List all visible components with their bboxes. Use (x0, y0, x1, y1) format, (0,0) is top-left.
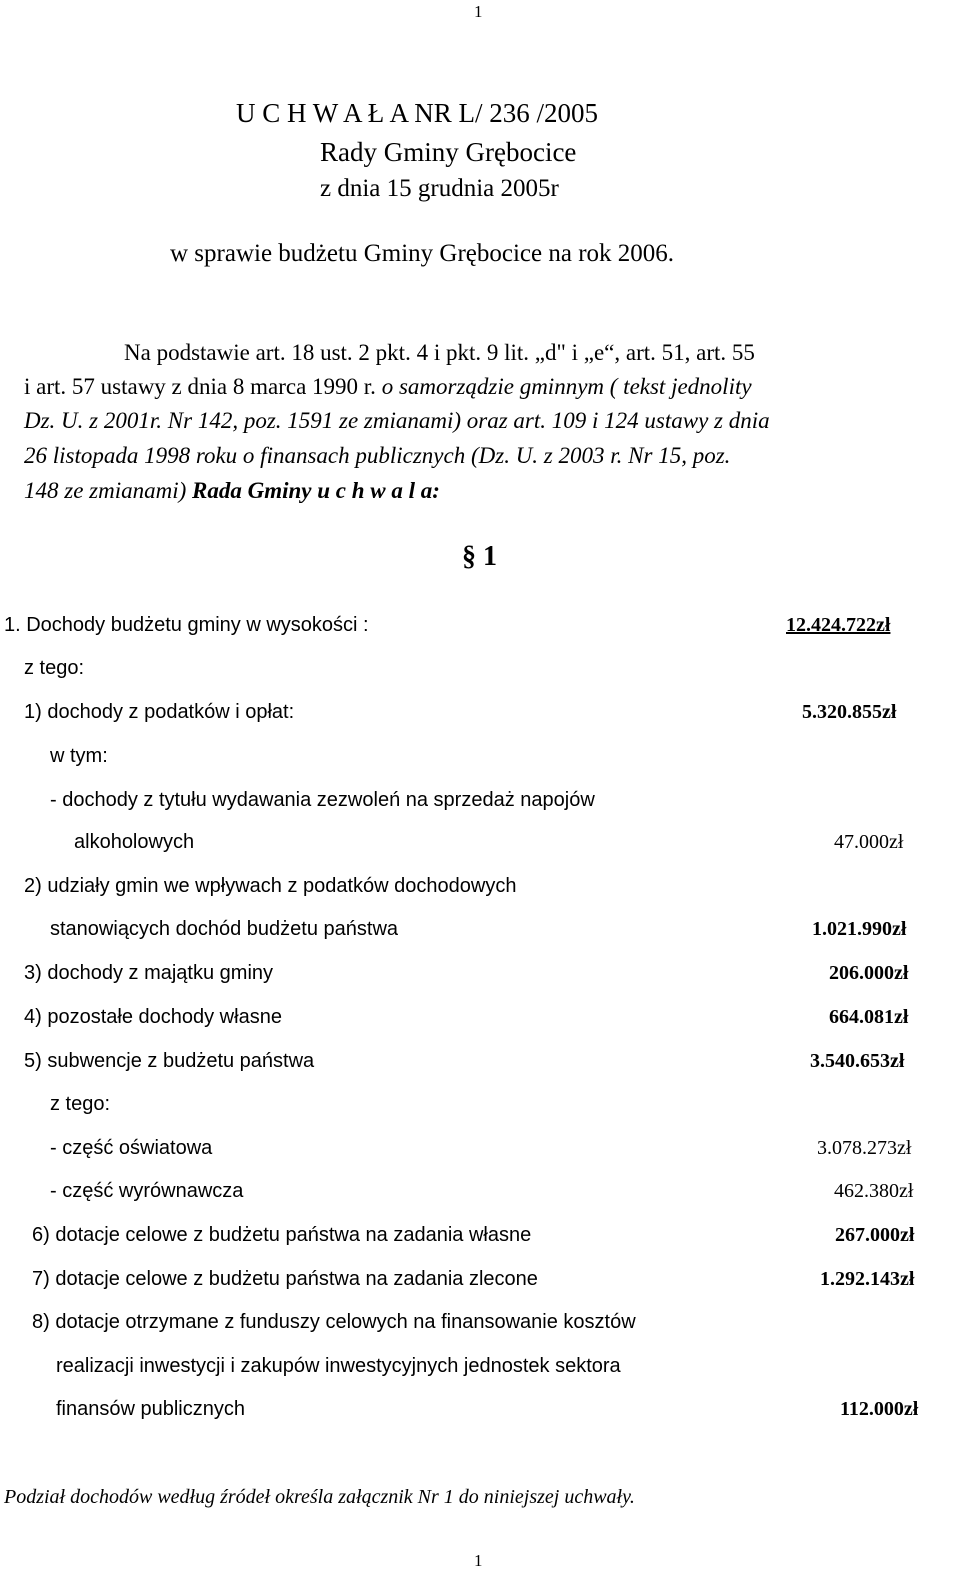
item-5-label: 5) subwencje z budżetu państwa (24, 1050, 315, 1072)
item-3-label: 3) dochody z majątku gminy (24, 962, 274, 984)
item-5b-label: - część wyrównawcza (50, 1180, 244, 1202)
w-tym-label: w tym: (50, 745, 108, 767)
income-total-label: 1. Dochody budżetu gminy w wysokości : (4, 614, 369, 636)
item-8-label-2: realizacji inwestycji i zakupów inwestycyjnych jednostek sektora (56, 1355, 621, 1377)
item-4-label: 4) pozostałe dochody własne (24, 1006, 282, 1028)
z-tego-label-1: z tego: (24, 657, 85, 679)
resolution-title: U C H W A Ł A NR L/ 236 /2005 (236, 98, 599, 128)
legal-basis-line-5: 148 ze zmianami) Rada Gminy u c h w a l a: (24, 478, 440, 503)
council-name: Rady Gminy Grębocice (320, 137, 577, 167)
item-2-value: 1.021.990zł (812, 918, 907, 940)
item-1a-label-2: alkoholowych (74, 831, 195, 853)
legal-basis-line-2: i art. 57 ustawy z dnia 8 marca 1990 r. o samorządzie gminnym ( tekst jednolity (24, 374, 752, 399)
item-2-label-2: stanowiących dochód budżetu państwa (50, 918, 399, 940)
item-8-label-1: 8) dotacje otrzymane z funduszy celowych na finansowanie kosztów (32, 1311, 636, 1333)
income-total-value: 12.424.722zł (786, 614, 891, 636)
legal-basis-line-3: Dz. U. z 2001r. Nr 142, poz. 1591 ze zmianami) oraz art. 109 i 124 ustawy z dnia (24, 408, 770, 433)
item-7-label: 7) dotacje celowe z budżetu państwa na zadania zlecone (32, 1268, 538, 1290)
item-1-value: 5.320.855zł (802, 701, 897, 723)
item-7-value: 1.292.143zł (820, 1268, 915, 1290)
page-number-bottom: 1 (474, 1551, 483, 1570)
page-number-top: 1 (474, 2, 483, 21)
legal-basis-line-4: 26 listopada 1998 roku o finansach publicznych (Dz. U. z 2003 r. Nr 15, poz. (24, 443, 731, 468)
z-tego-label-2: z tego: (50, 1093, 111, 1115)
item-5a-label: - część oświatowa (50, 1137, 213, 1159)
item-1-label: 1) dochody z podatków i opłat: (24, 701, 295, 723)
item-8-value: 112.000zł (840, 1398, 919, 1420)
resolution-date: z dnia 15 grudnia 2005r (320, 175, 559, 202)
item-5b-value: 462.380zł (834, 1180, 914, 1202)
paragraph-mark: § 1 (462, 541, 497, 572)
item-6-label: 6) dotacje celowe z budżetu państwa na zadania własne (32, 1224, 532, 1246)
footer-note: Podział dochodów według źródeł określa załącznik Nr 1 do niniejszej uchwały. (4, 1486, 635, 1508)
item-3-value: 206.000zł (829, 962, 909, 984)
item-4-value: 664.081zł (829, 1006, 909, 1028)
item-8-label-3: finansów publicznych (56, 1398, 245, 1420)
legal-basis-line-1: Na podstawie art. 18 ust. 2 pkt. 4 i pkt. 9 lit. „d" i „e“, art. 51, art. 55 (124, 340, 755, 365)
resolution-subject: w sprawie budżetu Gminy Grębocice na rok 2006. (170, 240, 675, 267)
item-5a-value: 3.078.273zł (817, 1137, 912, 1159)
item-1a-label-1: - dochody z tytułu wydawania zezwoleń na sprzedaż napojów (50, 789, 595, 811)
item-5-value: 3.540.653zł (810, 1050, 905, 1072)
item-1a-value: 47.000zł (834, 831, 904, 853)
item-6-value: 267.000zł (835, 1224, 915, 1246)
item-2-label-1: 2) udziały gmin we wpływach z podatków dochodowych (24, 875, 517, 897)
